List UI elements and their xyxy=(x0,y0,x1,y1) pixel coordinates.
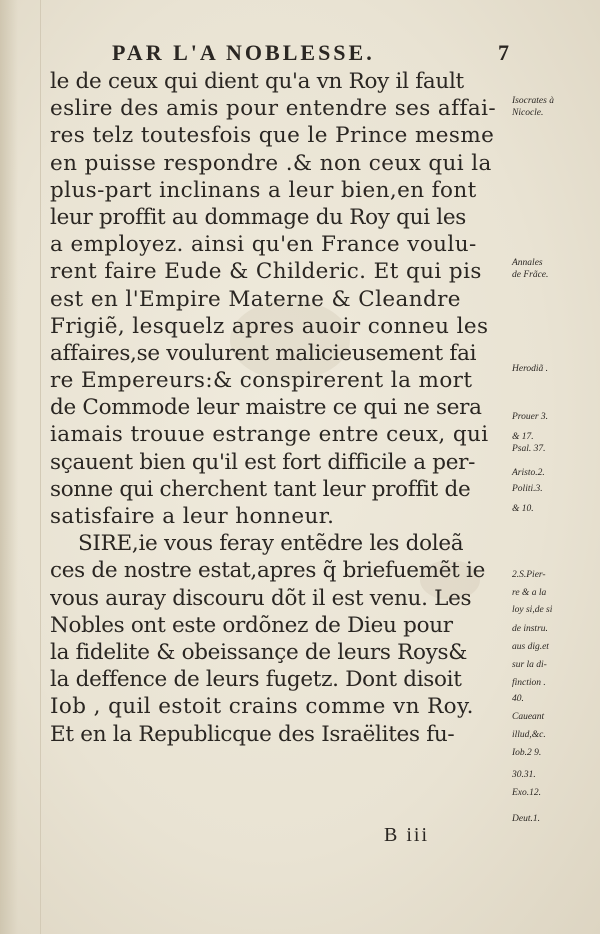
text-line: en puisse respondre .& non ceux qui la xyxy=(50,150,492,176)
marginal-note: 2.S.Pier- xyxy=(512,570,546,580)
marginal-note: Aristo.2. xyxy=(512,468,545,478)
marginal-note: finction . xyxy=(512,678,546,688)
marginal-note: Deut.1. xyxy=(512,814,540,824)
text-line: ces de nostre estat,apres q̃ briefuemẽt ie xyxy=(50,558,486,584)
text-line: vous auray discouru dõt il est venu. Les xyxy=(50,585,472,611)
marginal-notes xyxy=(512,92,594,852)
text-line: Nobles ont este ordõnez de Dieu pour xyxy=(50,612,453,638)
text-line: Frigiẽ, lesquelz apres auoir conneu les xyxy=(50,313,489,339)
text-line: sçauent bien qu'il est fort difficile a per- xyxy=(50,449,476,475)
marginal-note: Exo.12. xyxy=(512,788,542,798)
text-line: affaires,se voulurent malicieusement fai xyxy=(50,340,477,366)
page-number: 7 xyxy=(498,40,509,65)
marginal-note: aus dig.et xyxy=(512,642,549,652)
ruled-margin-line xyxy=(40,0,41,934)
marginal-note: Annales xyxy=(512,258,543,268)
marginal-note: Isocrates à xyxy=(512,96,554,106)
text-line: la deffence de leurs fugetz. Dont disoit xyxy=(50,667,462,693)
marginal-note: de instru. xyxy=(512,624,548,634)
marginal-note: sur la di- xyxy=(512,660,547,670)
marginal-note: Caueant xyxy=(512,712,545,722)
marginal-note: 40. xyxy=(512,694,524,704)
signature-mark: B iii xyxy=(384,824,430,846)
marginal-note: Psal. 37. xyxy=(512,444,546,454)
text-line: eslire des amis pour entendre ses affai- xyxy=(50,96,497,122)
marginal-note: Iob.2 9. xyxy=(512,748,542,758)
text-line: SIRE,ie vous feray entẽdre les doleã xyxy=(78,531,464,557)
text-line: satisfaire a leur honneur. xyxy=(50,504,335,529)
marginal-note: Prouer 3. xyxy=(512,412,549,422)
running-head: PAR L'A NOBLESSE. xyxy=(112,40,375,65)
text-line: iamais trouue estrange entre ceux, qui xyxy=(50,422,489,448)
marginal-note: re & a la xyxy=(512,588,547,598)
text-line: Et en la Republicque des Israëlites fu- xyxy=(50,721,455,747)
marginal-note: de Frãce. xyxy=(512,270,549,280)
text-line: est en l'Empire Materne & Cleandre xyxy=(50,286,461,312)
marginal-note: Politi.3. xyxy=(512,484,543,494)
marginal-note: & 10. xyxy=(512,504,534,514)
page-gutter-shadow xyxy=(0,0,18,934)
text-line: res telz toutesfois que le Prince mesme xyxy=(50,123,495,149)
text-line: le de ceux qui dient qu'a vn Roy il fault xyxy=(50,69,464,94)
text-line: plus-part inclinans a leur bien,en font xyxy=(50,177,477,203)
marginal-note: Nicocle. xyxy=(512,108,544,118)
text-line: rent faire Eude & Childeric. Et qui pis xyxy=(50,259,482,285)
marginal-note: loy si,de si xyxy=(512,605,553,615)
marginal-note: & 17. xyxy=(512,432,534,442)
text-line: la fidelite & obeissançe de leurs Roys& xyxy=(50,639,468,665)
marginal-note: illud,&c. xyxy=(512,730,546,740)
marginal-note: Herodiã . xyxy=(512,364,549,374)
text-line: re Empereurs:& conspirerent la mort xyxy=(50,368,473,394)
text-line: a employez. ainsi qu'en France voulu- xyxy=(50,232,477,258)
text-line: sonne qui cherchent tant leur proffit de xyxy=(50,476,471,502)
text-line: de Commode leur maistre ce qui ne sera xyxy=(50,395,482,421)
text-line: Iob , quil estoit crains comme vn Roy. xyxy=(50,694,474,720)
main-text-block xyxy=(50,68,512,748)
marginal-note: 30.31. xyxy=(512,770,536,780)
text-line: leur proffit au dommage du Roy qui les xyxy=(50,204,467,230)
